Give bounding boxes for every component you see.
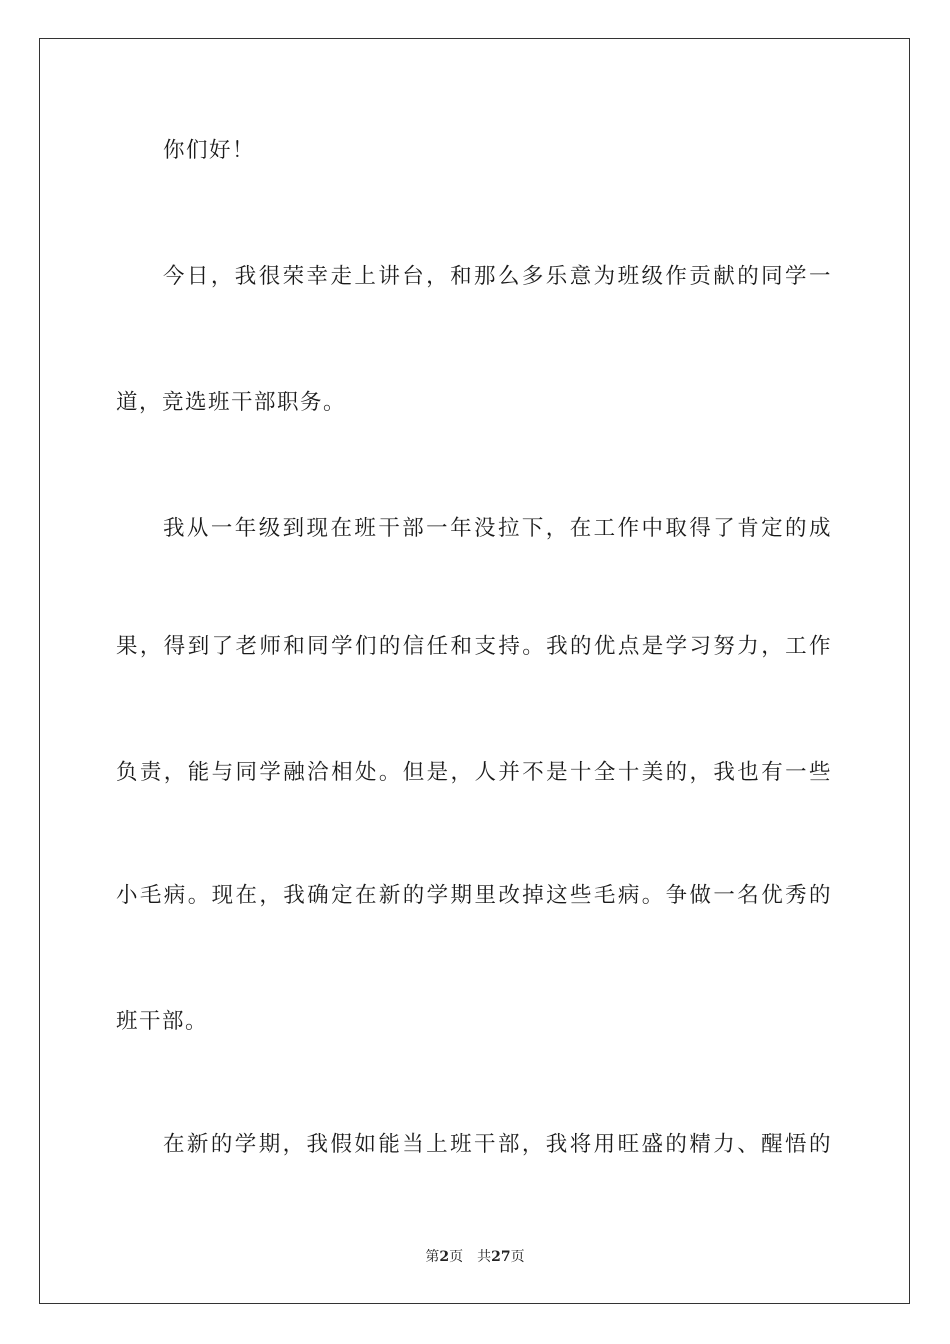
page-suffix: 页 — [449, 1249, 464, 1265]
page-border — [39, 38, 910, 1304]
page-number: 2 — [439, 1249, 450, 1265]
paragraph-2-line-3: 负责，能与同学融洽相处。但是，人并不是十全十美的，我也有一些 — [116, 760, 832, 785]
paragraph-1-line-1: 今日，我很荣幸走上讲台，和那么多乐意为班级作贡献的同学一 — [163, 264, 832, 289]
paragraph-2-line-1: 我从一年级到现在班干部一年没拉下，在工作中取得了肯定的成 — [163, 516, 832, 541]
paragraph-2-line-2: 果，得到了老师和同学们的信任和支持。我的优点是学习努力，工作 — [116, 634, 832, 659]
total-suffix: 页 — [510, 1249, 525, 1265]
page-footer — [0, 1247, 950, 1267]
total-pages: 27 — [491, 1249, 511, 1265]
greeting-line: 你们好！ — [163, 138, 256, 163]
paragraph-2-line-4: 小毛病。现在，我确定在新的学期里改掉这些毛病。争做一名优秀的 — [116, 883, 832, 908]
page-prefix: 第 — [425, 1249, 440, 1265]
paragraph-2-line-5: 班干部。 — [116, 1009, 209, 1034]
paragraph-1-line-2: 道，竞选班干部职务。 — [116, 390, 347, 415]
paragraph-3-line-1: 在新的学期，我假如能当上班干部，我将用旺盛的精力、醒悟的 — [163, 1132, 832, 1157]
total-prefix: 共 — [477, 1249, 492, 1265]
